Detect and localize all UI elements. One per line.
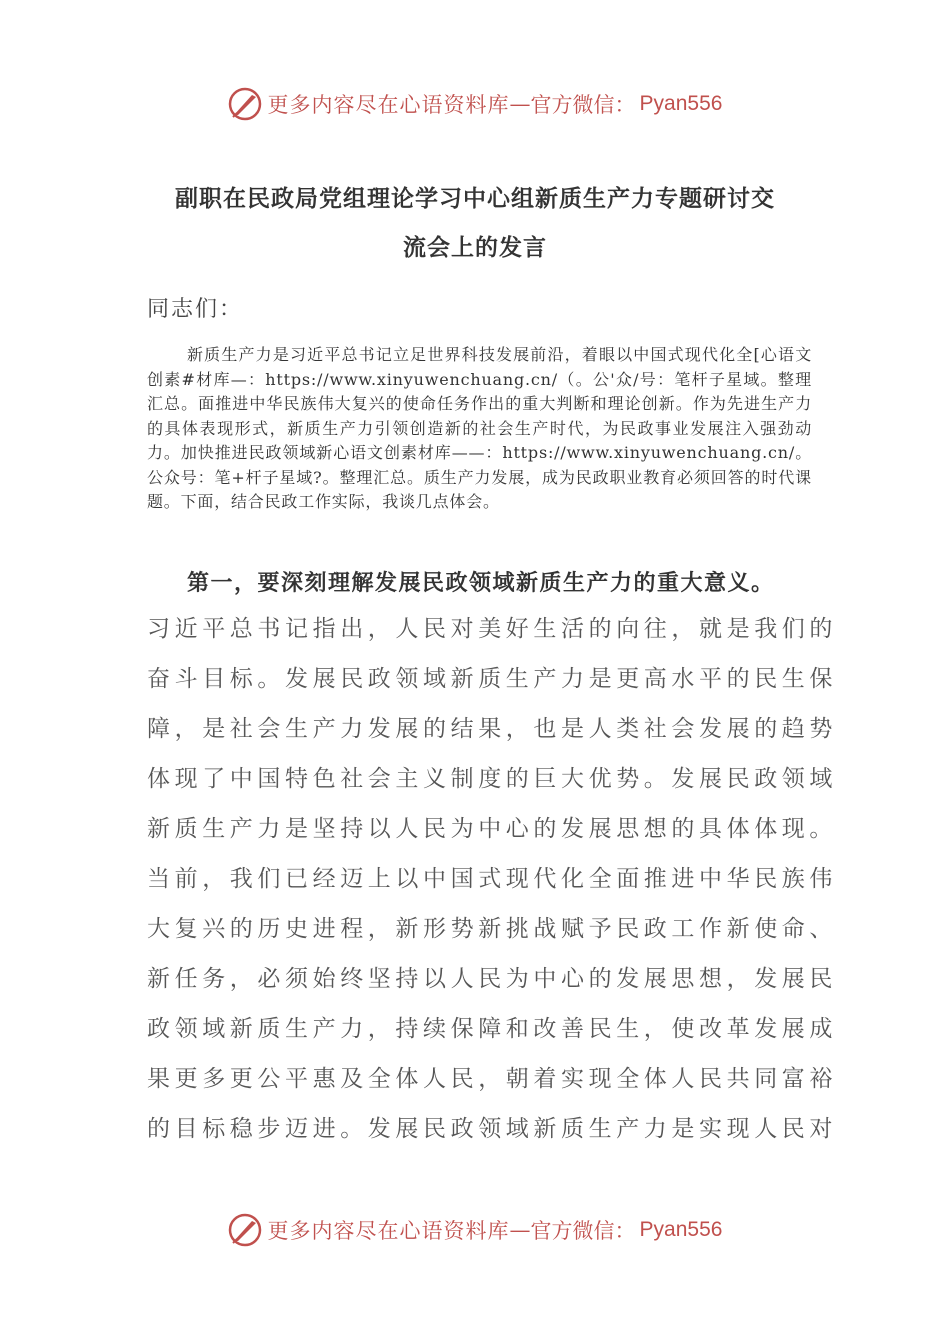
banner-separator: — (509, 92, 531, 116)
banner-wechat-id: Pyan556 (639, 1218, 723, 1241)
body-line: 习近平总书记指出，人民对美好生活的向往，就是我们的 (147, 616, 837, 642)
document-title-line2: 流会上的发言 (403, 235, 547, 261)
body-line: 当前，我们已经迈上以中国式现代化全面推进中华民族伟 (147, 866, 837, 892)
header-banner (0, 84, 950, 124)
banner-text: 更多内容尽在心语资料库 (267, 1219, 510, 1243)
quill-pen-logo-icon (228, 87, 262, 121)
intro-paragraph: 新质生产力是习近平总书记立足世界科技发展前沿，着眼以中国式现代化全[心语文创素#材库—：https://www.xinyuwenchuang.cn/（。公'众/号：笔杆子星域。整理汇总。面推进中华民族伟大复兴的使命任务作出的重大判断和理论创新。作为先进生产力的具体表现形式，新质生产力引领创造新的社会生产时代，为民政事业发展注入强劲动力。加快推进民政领域新心语文创素材库——：https://www.xinyuwenchuang.cn/。公众号：笔+杆子星域?。整理汇总。质生产力发展，成为民政职业教育必须回答的时代课题。下面，结合民政工作实际，我谈几点体会。 (147, 345, 812, 511)
body-line: 政领域新质生产力，持续保障和改善民生，使改革发展成 (147, 1016, 837, 1042)
body-line: 体现了中国特色社会主义制度的巨大优势。发展民政领域 (147, 766, 837, 792)
document-title-line1: 副职在民政局党组理论学习中心组新质生产力专题研讨交 (175, 186, 775, 212)
banner-official-label: 官方微信： (530, 1219, 636, 1243)
quill-pen-logo-icon (228, 1213, 262, 1247)
body-line: 的目标稳步迈进。发展民政领域新质生产力是实现人民对 (147, 1116, 837, 1142)
body-line: 果更多更公平惠及全体人民，朝着实现全体人民共同富裕 (147, 1066, 837, 1092)
banner-text: 更多内容尽在心语资料库 (267, 93, 510, 117)
section-heading-1: 第一，要深刻理解发展民政领域新质生产力的重大意义。 (187, 571, 775, 596)
body-line: 障，是社会生产力发展的结果，也是人类社会发展的趋势 (147, 716, 837, 742)
body-line: 奋斗目标。发展民政领域新质生产力是更高水平的民生保 (147, 666, 837, 692)
body-text (147, 612, 837, 1162)
salutation: 同志们： (147, 297, 244, 322)
footer-banner (0, 1210, 950, 1250)
body-line: 新质生产力是坚持以人民为中心的发展思想的具体体现。 (147, 816, 837, 842)
banner-separator: — (509, 1218, 531, 1242)
body-line: 大复兴的历史进程，新形势新挑战赋予民政工作新使命、 (147, 916, 837, 942)
banner-wechat-id: Pyan556 (639, 92, 723, 115)
body-line: 新任务，必须始终坚持以人民为中心的发展思想，发展民 (147, 966, 837, 992)
banner-official-label: 官方微信： (530, 93, 636, 117)
